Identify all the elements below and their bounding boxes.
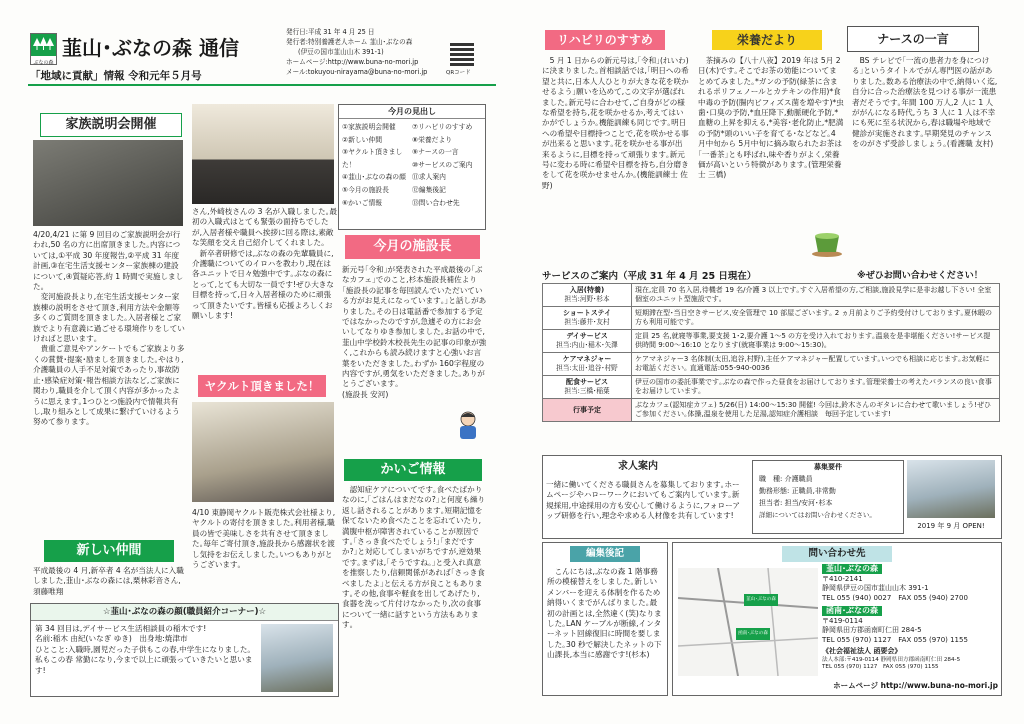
family-meeting-text: 4/20,4/21 に第 9 回目のご家族説明会が行われ,50 名の方に出席頂きました｡内容については,①平成 30 年度報告,②平成 31 年度計画,③在宅生活支援センター家族棟の建設について,④質疑応答,約 1 時間で実施しました｡ 変河施設長より,在宅生活支援センター家族棟の説明をさせて頂き,利用方法や金額等多くのご質問を頂きました｡入居者様とご家族でより有意義に過ごせる環境作りをしていければと思います｡ 貴重ご意見やアンケートでもご家族より多くの賞賛･提案･励ましを頂きました｡やはり,介護職員の人手不足対策であったり,事故防止･感染症対策･報告相談方法など,ご家族に関わり,職員を介して頂く内容が多かったように思えます｡1つひとつ施設内で情報共有し,取り組みとして成果に繋げていけるよう努めて参ります｡ [33, 230, 185, 427]
toc-item[interactable]: ③ヤクルト頂きました！ [342, 148, 403, 169]
rehab-heading: リハビリのすすめ [545, 30, 665, 50]
director-text: 新元号｢令和｣が発表された平成最後の｢ぶなカフェ｣でのこと,杉本施設長補佐より｢施設長の記事を毎回読んでいただいている方がお見えになっています｡｣と話しがありました｡その日は電話番で参加する予定ではなかったのですが,急遽その方にお会いしてなりゆき参加しました｡お話の中で,韮山中学校鈴木校長先生の記事の印象が強く,これからも読み続けますと心強いお言葉をいただきました｡わずか 160字程度の内容ですが,勇気をいただきました｡ありがとうございます｡ (施設長 安河) [342, 265, 487, 399]
staff-intro-box [30, 603, 339, 697]
recruit-contact: 担当/安河･杉本 [784, 499, 833, 507]
logo [30, 33, 57, 65]
publisher-address: (伊豆の国市韮山山木 391-1) [298, 48, 384, 56]
org2-zip: 〒419-0114 [822, 616, 863, 625]
toc-item[interactable]: ⑧栄養だより [412, 135, 453, 144]
service-desc-cell: ぶなカフェ(認知症カフェ) 5/26(日) 14:00～15:30 開催! 今回は,鈴木さんのギタレに合わせて歌いましょう!ぜひご参加ください｡体操,温泉を使用した足湯,認知症介護相談 毎回予定しています! [632, 399, 1000, 422]
service-name-cell: 行事予定 [543, 399, 632, 422]
kaigo-heading: かいご情報 [344, 459, 482, 481]
new-staff-text-2: 平成最後の 4 月,新卒者 4 名が当法人に入職しました,韮山･ぶなの森には,栗林彩音さん,須藤唯翔 [33, 566, 184, 596]
toc-right [412, 121, 482, 209]
service-desc-cell: 伊豆の国市の委託事業です｡ぶなの森で作った昼食をお届けしております｡管理栄養士の考えたバランスの良い食事をお届けしています｡ [632, 376, 1000, 399]
toc-box [338, 104, 486, 230]
service-desc-cell: ケアマネジャー3 名体制(太田,追谷,村野),主任ケアマネジャー配置しています｡いつでも相談に応じます｡お気軽にお電話ください｡ 直通電話:055-940-0036 [632, 353, 1000, 376]
nutrition-heading: 栄養だより [712, 30, 822, 50]
toc-item[interactable]: ⑩サービスのご案内 [412, 160, 473, 169]
corp-tel: TEL 055 (970) 1127 FAX 055 (970) 1155 [822, 663, 939, 670]
table-row [543, 284, 1000, 307]
service-heading: サービスのご案内（平成 31 年 4 月 25 日現在） [542, 271, 757, 282]
toc-item[interactable]: ④韮山･ぶなの森の顔 [342, 173, 406, 182]
org2-address: 静岡県田方郡函南町仁田 284-5 [822, 626, 922, 634]
homepage-link[interactable]: ホームページ:http://www.buna-no-mori.jp [286, 58, 419, 66]
logo-text: ぶなの森 [33, 60, 54, 66]
table-row [543, 376, 1000, 399]
recruit-text: 一緒に働いてくださる職員さんを募集しております｡ホームページやハローワークにおいてもご案内しています｡新規採用,中途採用の方も安心して働けるように,フォローアップ研修を行い,理念や求める人材像を共有しています! [546, 480, 740, 521]
contact-details [822, 564, 997, 671]
staff-intro-heading: ☆韮山･ぶなの森の顔(職員紹介コーナー)☆ [31, 604, 338, 621]
table-row [543, 307, 1000, 330]
job-type: 介護職員 [784, 475, 813, 483]
service-note: ※ぜひお問い合わせください！ [857, 271, 983, 281]
publisher-block [286, 27, 446, 77]
person-icon [455, 410, 481, 440]
requirements-title: 募集要件 [814, 463, 842, 471]
org1-zip: 〒410-2141 [822, 574, 863, 583]
toc-title: 今月の見出し [339, 105, 485, 119]
nurse-text: BS テレビで｢一流の患者力を身につける｣というタイトルでがん専門医の話がありました｡数ある治療法の中で,納得いく迄,自分に合った治療法を見つける事が一流患者だそうです｡年間 100 万人,2 人に 1 人ががんになる時代,うち 3 人に 1 人は不幸にも死に至る状況から,春は職場や地域で健診が実施されます｡早期発見のチャンスをのがさず受診しましょう｡(看護職 友村) [852, 56, 998, 149]
newsletter-tagline: 「地域に貢献」情報 令和元年５月号 [30, 70, 202, 82]
requirements-box: 募集要件 職 種: 介護職員 勤務形態: 正職員,非常勤 担当者: 担当/安河･杉本 詳細についてはお問い合わせください｡ [752, 460, 904, 534]
kaigo-text: 認知症ケアについてです｡食べたばかりなのに,｢ごはんはまだなの?｣と何度も繰り返し話されることがあります｡短期記憶を保てないため食べたことを忘れていたり,満腹中枢が障害されていることが原因です｡｢さっき食べたでしょう!｣｢まだですか?｣と対応してしまいがちですが,逆効果です｡まずは,｢そうですね｡｣と受入れ真意を推察したり,信頼関係があれば｢さっき食べましたよ｣と伝える方が良こともあります｡その他,食事や軽食を出してあげたり,食器を洗って片付けなかったり,次の食事について一緒に話すという方法もあります｡ [342, 485, 486, 630]
org1-name: 韮山･ぶなの森 [822, 564, 882, 574]
toc-item[interactable]: ⑤今月の施設長 [342, 185, 389, 194]
staff-photo [261, 624, 333, 692]
service-desc-cell: 短期滞在型･当日空きサービス,安全管理で 10 部屋ございます｡ 2 ヵ月前よりご予約受付けしております｡夏休暇の方も利用可能です｡ [632, 307, 1000, 330]
toc-item[interactable]: ⑨ナースの一言 [412, 148, 459, 157]
map-label-kannami: 函南･ぶなの森 [738, 631, 768, 636]
corp-name: 《社会福祉法人 函要会》 [822, 647, 902, 655]
family-meeting-heading: 家族説明会開催 [40, 113, 182, 137]
org1-tel: TEL 055 (940) 0027 FAX 055 (940) 2700 [822, 593, 968, 602]
rehab-text: 5 月 1 日からの新元号は,｢令和｣(れいわ)に決まりました｡首相談話では,｢明日への希望と共に,日本人人ひとりが大きな花を咲かせるよう｣願いを込めて,この文字が選ばれました｡新元号に合わせて,ご自身がどの様な希望を持ち,花を咲かせるか,考えてはいかがでしょうか｡機能訓練も同じです｡明日への希望や目標持つことで,花を咲かせる事が出来ると思います｡花を咲かせる事が出来るように,目標を持って頑張ります｡新元号に変わる時に希望や目標を持ち,自分磨きをして花を咲かせませんか｡(機能訓練士 佐野) [542, 56, 689, 190]
access-map [678, 568, 818, 676]
director-heading: 今月の施設長 [345, 235, 480, 259]
new-staff-heading: 新しい仲間 [44, 540, 174, 562]
org2-name: 函南･ぶなの森 [822, 606, 882, 616]
tea-cup-icon [810, 228, 844, 258]
masthead-divider [28, 84, 496, 86]
staff-intro-text: 第 34 回目は,デイサービス生活相談員の稲木です! 名前:稲木 由紀(いなぎ ゆき) 出身地:焼津市 ひとこと:入職時,園児だった子供もこの春,中学生になりました｡私もこの春 常勤になり,今まで以上に頑張っていきたいと思います! [35, 624, 253, 675]
toc-item[interactable]: ⑦リハビリのすすめ [412, 123, 473, 131]
service-name-cell: 入居(特養) 担当:河野･杉本 [543, 284, 632, 307]
new-staff-photo [192, 104, 334, 204]
service-name-cell: デイサービス 担当:内山･稲木･矢澤 [543, 330, 632, 353]
tree-logo-icon [31, 34, 56, 56]
org1-address: 静岡県伊豆の国市韮山山木 391-1 [822, 584, 929, 592]
director-illustration [455, 410, 481, 440]
toc-item[interactable]: ⑬問い合わせ先 [412, 198, 460, 207]
service-desc-cell: 現在,定員 70 名入居,待機者 19 名/介護 3 以上です｡すぐ入居希望の方,ご相談,施設見学に是非お越し下さい! 全室個室のユニット型施設です｡ [632, 284, 1000, 307]
recruit-heading: 求人案内 [592, 458, 684, 476]
email-link[interactable]: メール:tokuyou-nirayama@buna-no-mori.jp [286, 68, 428, 76]
qr-label: QRコード [446, 70, 471, 76]
yakult-heading: ヤクルト頂きました！ [198, 375, 326, 397]
yakult-photo [192, 402, 334, 502]
recruit-footnote: 詳細についてはお問い合わせください｡ [759, 511, 873, 519]
building-photo [907, 460, 995, 518]
toc-item[interactable]: ②新しい仲間 [342, 135, 383, 144]
service-name-cell: 配食サービス 担当:三橋･稲葉 [543, 376, 632, 399]
open-label: 2019 年 9 月 OPEN! [917, 522, 985, 530]
publisher: 発行者:特別養護老人ホーム 韮山･ぶなの森 [286, 38, 413, 46]
service-name-cell: ショートステイ 担当:藤井･友村 [543, 307, 632, 330]
contact-homepage-link[interactable]: ホームページ http://www.buna-no-mori.jp [833, 681, 998, 690]
editor-box [542, 542, 668, 696]
toc-item[interactable]: ⑫編集後記 [412, 185, 446, 194]
table-row [543, 399, 1000, 422]
contact-heading: 問い合わせ先 [782, 546, 892, 562]
map-label-nirayama: 韮山･ぶなの森 [746, 597, 776, 602]
service-table [542, 283, 1000, 422]
table-row [543, 330, 1000, 353]
tea-cup-illustration [810, 228, 844, 258]
page-right [512, 0, 1024, 724]
table-row [543, 353, 1000, 376]
new-staff-text: さん,外崎枝さんの 3 名が入職しました｡最初の入職式はとても緊張の面持ちでしたが,入居者様や職員へ挨拶に回る際は,素敵な笑顔を交え自己紹介してくれました｡ 新卒者研修では,ぶなの森の先輩職員に,介護職についてのイロハを教わり,現在は各ユニットで日々勉強中です｡ぶなの森にとって,とても大切な一員です!ぜひ大きな目標を持って,日々入居者様のために頑張って頂きたいです｡皆様も応援よろしくお願いします! [192, 207, 337, 321]
newsletter-title: 韮山･ぶなの森 通信 [62, 36, 239, 60]
corp-address: 法人本部:〒419-0114 静岡県田方郡函南町仁田 284-5 [822, 656, 961, 663]
service-desc-cell: 定員 25 名,就寝等事業,要支援 1･2,要介護 1～5 の方を受け入れております｡温泉を是非堪能ください!サービス提供時間 9:00～16:10 となります(就寝事業は 9:00～15:30)｡ [632, 330, 1000, 353]
editor-text: こんにちは,ぶなの森 1 階事務所の模様替えをしました｡新しいメンバーを迎える体制を作るため納得いくまでがんばりました｡最初の計画とは,全然違く(笑)なりました｡LAN ケーブルが断線,インターネット回線復旧に時間を要しました｡30 秒で解決したネットの下山課長,本当に感謝です!(杉本) [547, 567, 662, 660]
nurse-heading: ナースの一言 [847, 26, 979, 52]
org2-tel: TEL 055 (970) 1127 FAX 055 (970) 1155 [822, 635, 968, 644]
employment-type: 正職員,非常勤 [791, 487, 836, 495]
qr-code [450, 42, 474, 66]
service-name-cell: ケアマネジャー 担当:太田･追谷･村野 [543, 353, 632, 376]
family-meeting-photo [33, 140, 183, 226]
toc-item[interactable]: ⑥かいご情報 [342, 198, 383, 207]
toc-item[interactable]: ①家族説明会開催 [342, 123, 396, 131]
map-roads-icon [678, 568, 818, 676]
editor-heading: 編集後記 [570, 546, 640, 562]
toc-left [342, 121, 412, 209]
yakult-text: 4/10 東静岡ヤクルト販売株式会社様より,ヤクルトの寄付を頂きました｡利用者様,職員の皆で美味しさを共有させて頂きました｡毎年ご寄付頂き,施設長から感謝状を渡し気持をお伝えしました｡いつもありがとうございます｡ [192, 508, 336, 570]
issue-date: 発行日:平成 31 年 4 月 25 日 [286, 28, 375, 36]
nutrition-text: 茶摘みの【八十八夜】2019 年は 5月 2 日(木)です｡そこでお茶の効能についてまとめてみました｡*ガンの予防(緑茶に含まれるポリフェノールとカテキンの作用)*食中毒の予防(腸内ビフィズス菌を増やす)*虫歯･口臭の予防,*血圧降下,動脈硬化予防,*血糖の上昇を抑える,*美容･老化防止,*肥満の予防*頭のいい子を育てる･などなど｡4 月中旬から 5月中旬に摘み取られたお茶は｢一番茶｣とも呼ばれ,味や香りがよく,栄養価が高いという特徴があります｡(管理栄養士 三橋) [698, 56, 844, 180]
toc-item[interactable]: ⑪求人案内 [412, 173, 446, 182]
